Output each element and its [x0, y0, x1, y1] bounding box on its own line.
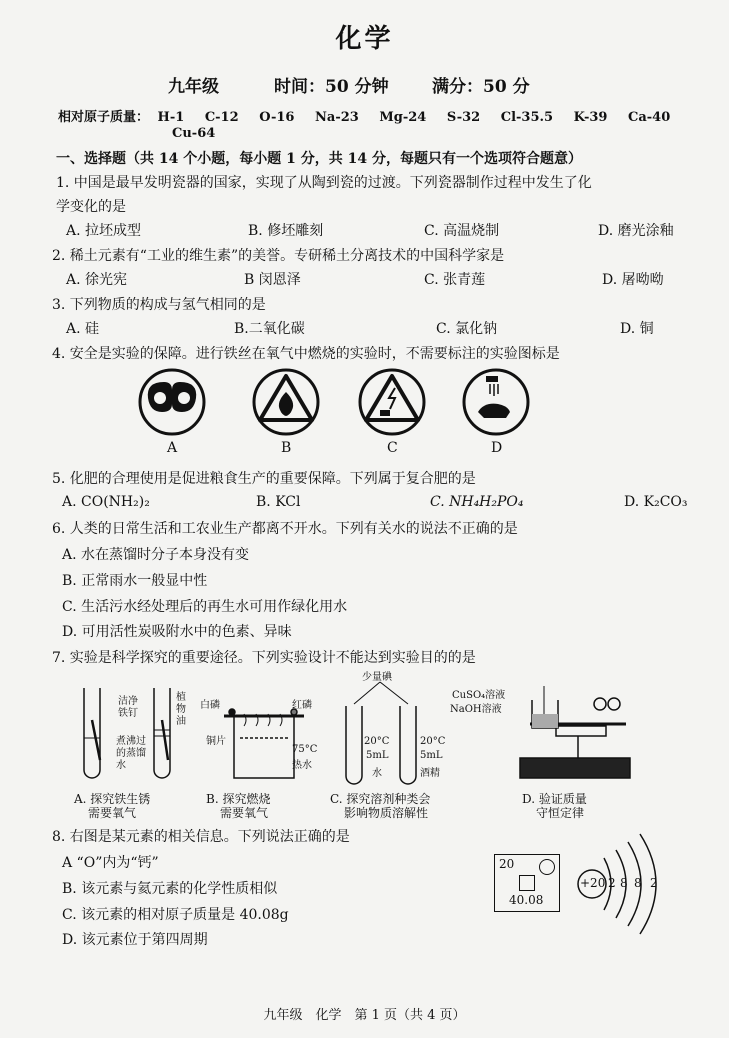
question-8-text: 8. 右图是某元素的相关信息。下列说法正确的是 [52, 829, 350, 845]
fig-b-temp: 75°C [292, 744, 318, 755]
fig-c-vol2: 5mL [420, 750, 443, 761]
question-6-text: 6. 人类的日常生活和工农业生产都离不开水。下列有关水的说法不正确的是 [52, 521, 518, 537]
shell-electrons-3: 8 [634, 876, 642, 890]
section-heading: 一、选择题（共 14 个小题，每小题 1 分，共 14 分，每题只有一个选项符合题意） [56, 151, 582, 167]
mass-item: C-12 [204, 110, 239, 125]
shell-electrons-4: 2 [650, 876, 658, 890]
q3-option-b: B.二氧化碳 [234, 321, 305, 337]
icon-label-c: C [387, 440, 398, 456]
fig-d-cuso4: CuSO₄溶液 [452, 690, 506, 701]
fig-b-caption: B. 探究燃烧 [206, 792, 271, 806]
page-title: 化学 [335, 24, 394, 54]
q1-option-a: A. 拉坯成型 [66, 223, 142, 239]
question-2-text: 2. 稀土元素有“工业的维生素”的美誉。专研稀土分离技术的中国科学家是 [52, 248, 505, 264]
fig-b-copper: 铜片 [206, 736, 226, 747]
q5-option-b: B. KCl [256, 494, 301, 510]
fig-c-vol1: 5mL [366, 750, 389, 761]
q3-option-c: C. 氯化钠 [436, 321, 498, 337]
fig-c-caption-cont: 影响物质溶解性 [344, 806, 429, 820]
fig-b-hot-water: 热水 [292, 760, 312, 771]
shell-electrons-1: 2 [608, 876, 616, 890]
fig-c-iodine: 少量碘 [362, 672, 392, 683]
q8-option-b: B. 该元素与氦元素的化学性质相似 [62, 881, 278, 897]
q6-option-a: A. 水在蒸馏时分子本身没有变 [62, 547, 250, 563]
question-4-text: 4. 安全是实验的保障。进行铁丝在氧气中燃烧的实验时，不需要标注的实验图标是 [52, 346, 560, 362]
q5-option-a: A. CO(NH₂)₂ [62, 494, 150, 510]
fig-c-solvent2: 酒精 [420, 768, 440, 779]
q8-option-c: C. 该元素的相对原子质量是 40.08g [62, 907, 289, 923]
q3-option-a: A. 硅 [66, 321, 100, 337]
q6-option-d: D. 可用活性炭吸附水中的色素、异味 [62, 624, 292, 640]
fig-b-white-p: 白磷 [200, 700, 220, 711]
q6-option-c: C. 生活污水经处理后的再生水可用作绿化用水 [62, 599, 348, 615]
fig-d-caption: D. 验证质量 [522, 792, 587, 806]
mass-item: Ca-40 [627, 110, 671, 125]
q1-option-b: B. 修坯雕刻 [248, 223, 324, 239]
mass-item: O-16 [259, 110, 295, 125]
shell-electrons-2: 8 [620, 876, 628, 890]
mass-item: Cl-35.5 [500, 110, 554, 125]
icon-label-a: A [167, 440, 178, 456]
fig-b-red-p: 红磷 [292, 700, 312, 711]
mass-item: S-32 [446, 110, 481, 125]
grade-label: 九年级 [168, 77, 219, 97]
mass-item: K-39 [573, 110, 608, 125]
score-label: 满分：50 分 [432, 77, 530, 97]
mass-item: Cu-64 [172, 126, 216, 141]
q2-option-c: C. 张青莲 [424, 272, 486, 288]
fig-a-caption: A. 探究铁生锈 [74, 792, 151, 806]
element-number: 20 [499, 857, 515, 871]
q1-option-c: C. 高温烧制 [424, 223, 500, 239]
question-7-text: 7. 实验是科学探究的重要途径。下列实验设计不能达到实验目的的是 [52, 650, 476, 666]
question-1-text-cont: 学变化的是 [56, 199, 126, 215]
fig-a-oil-label: 植物油 [176, 692, 186, 727]
fig-c-temp2: 20°C [420, 736, 446, 747]
fig-b-caption-cont: 需要氧气 [220, 806, 269, 820]
q8-option-d: D. 该元素位于第四周期 [62, 932, 208, 948]
q2-option-d: D. 屠呦呦 [602, 272, 664, 288]
mass-item: Mg-24 [379, 110, 427, 125]
fig-c-solvent1: 水 [372, 768, 382, 779]
fig-c-caption: C. 探究溶剂种类会 [330, 792, 431, 806]
mass-item: H-1 [157, 110, 185, 125]
icon-label-d: D [491, 440, 503, 456]
fig-c-temp1: 20°C [364, 736, 390, 747]
question-3-text: 3. 下列物质的构成与氢气相同的是 [52, 297, 266, 313]
fig-d-caption-cont: 守恒定律 [536, 806, 585, 820]
q1-option-d: D. 磨光涂釉 [598, 223, 674, 239]
q5-option-c: C. NH₄H₂PO₄ [430, 494, 524, 510]
q2-option-a: A. 徐光宪 [66, 272, 128, 288]
atomic-masses-label: 相对原子质量： [58, 110, 150, 125]
page-footer: 九年级 化学 第 1 页（共 4 页） [263, 1008, 466, 1023]
fig-a-water-label: 煮沸过的蒸馏水 [116, 736, 146, 771]
q3-option-d: D. 铜 [620, 321, 654, 337]
mass-item: Na-23 [315, 110, 359, 125]
fig-a-nail-label: 洁净铁钉 [118, 696, 138, 719]
q6-option-b: B. 正常雨水一般显中性 [62, 573, 208, 589]
fig-a-caption-cont: 需要氧气 [88, 806, 137, 820]
icon-label-b: B [281, 440, 292, 456]
q2-option-b: B 闵恩泽 [244, 272, 301, 288]
fig-d-naoh: NaOH溶液 [450, 704, 502, 715]
question-5-text: 5. 化肥的合理使用是促进粮食生产的重要保障。下列属于复合肥的是 [52, 471, 476, 487]
nucleus-charge: +20 [580, 876, 606, 890]
q5-option-d: D. K₂CO₃ [624, 494, 688, 510]
q8-option-a: A “O”内为“钙” [62, 855, 159, 871]
element-mass: 40.08 [509, 893, 544, 907]
question-1-text: 1. 中国是最早发明瓷器的国家，实现了从陶到瓷的过渡。下列瓷器制作过程中发生了化 [56, 175, 592, 191]
time-label: 时间：50 分钟 [274, 77, 389, 97]
